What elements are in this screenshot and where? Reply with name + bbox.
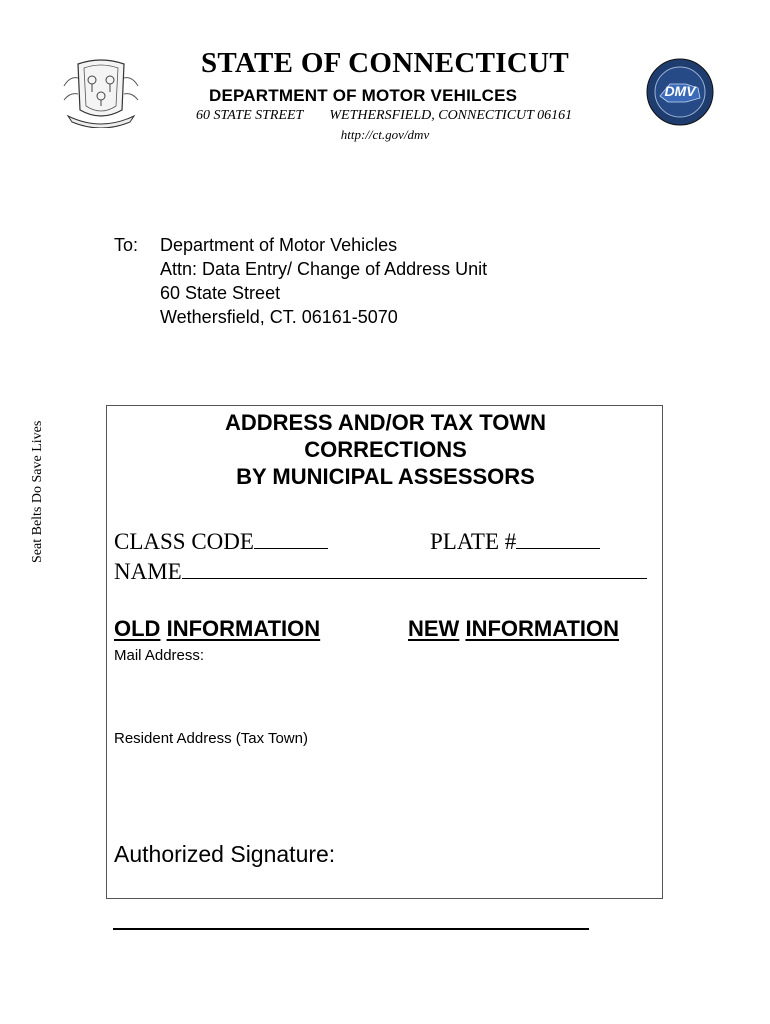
name-label: NAME — [114, 559, 182, 584]
state-title: STATE OF CONNECTICUT — [200, 47, 570, 79]
to-label: To: — [114, 235, 139, 255]
authorized-signature-label: Authorized Signature: — [114, 841, 336, 867]
correction-form — [106, 405, 663, 899]
old-information-word: INFORMATION — [166, 616, 321, 641]
recipient-line-3: 60 State Street — [160, 283, 281, 303]
new-word: NEW — [408, 616, 460, 641]
form-title-line-1: ADDRESS AND/OR TAX TOWN — [224, 410, 547, 435]
dmv-logo-text: DMV — [664, 83, 696, 99]
city-address: WETHERSFIELD, CONNECTICUT 06161 — [329, 108, 573, 123]
office-address — [196, 108, 572, 124]
plate-blank[interactable] — [516, 528, 600, 549]
signature-line[interactable] — [113, 928, 589, 930]
seatbelt-slogan: Seat Belts Do Save Lives — [30, 420, 45, 563]
recipient-line-2: Attn: Data Entry/ Change of Address Unit — [160, 259, 488, 279]
class-code-label: CLASS CODE — [114, 529, 254, 554]
recipient-line-4: Wethersfield, CT. 06161-5070 — [160, 307, 398, 327]
form-title — [107, 409, 664, 490]
plate-label: PLATE # — [430, 529, 517, 554]
dmv-logo-icon — [646, 58, 714, 126]
old-word: OLD — [114, 616, 161, 641]
new-information-heading — [408, 616, 619, 642]
department-title: DEPARTMENT OF MOTOR VEHILCES — [209, 86, 518, 105]
plate-field[interactable] — [430, 528, 600, 555]
new-information-word: INFORMATION — [465, 616, 620, 641]
mail-address-label: Mail Address: — [114, 647, 205, 664]
name-field[interactable] — [114, 558, 647, 585]
street-address: 60 STATE STREET — [196, 108, 304, 123]
resident-address-label: Resident Address (Tax Town) — [114, 730, 308, 747]
form-title-line-2: CORRECTIONS — [304, 437, 467, 462]
form-title-line-3: BY MUNICIPAL ASSESSORS — [236, 464, 535, 489]
name-blank[interactable] — [182, 558, 647, 579]
class-code-field[interactable] — [114, 528, 328, 555]
class-code-blank[interactable] — [254, 528, 328, 549]
website-url[interactable]: http://ct.gov/dmv — [340, 127, 430, 142]
recipient-block — [114, 233, 487, 329]
recipient-line-1: Department of Motor Vehicles — [160, 235, 398, 255]
old-information-heading — [114, 616, 320, 642]
